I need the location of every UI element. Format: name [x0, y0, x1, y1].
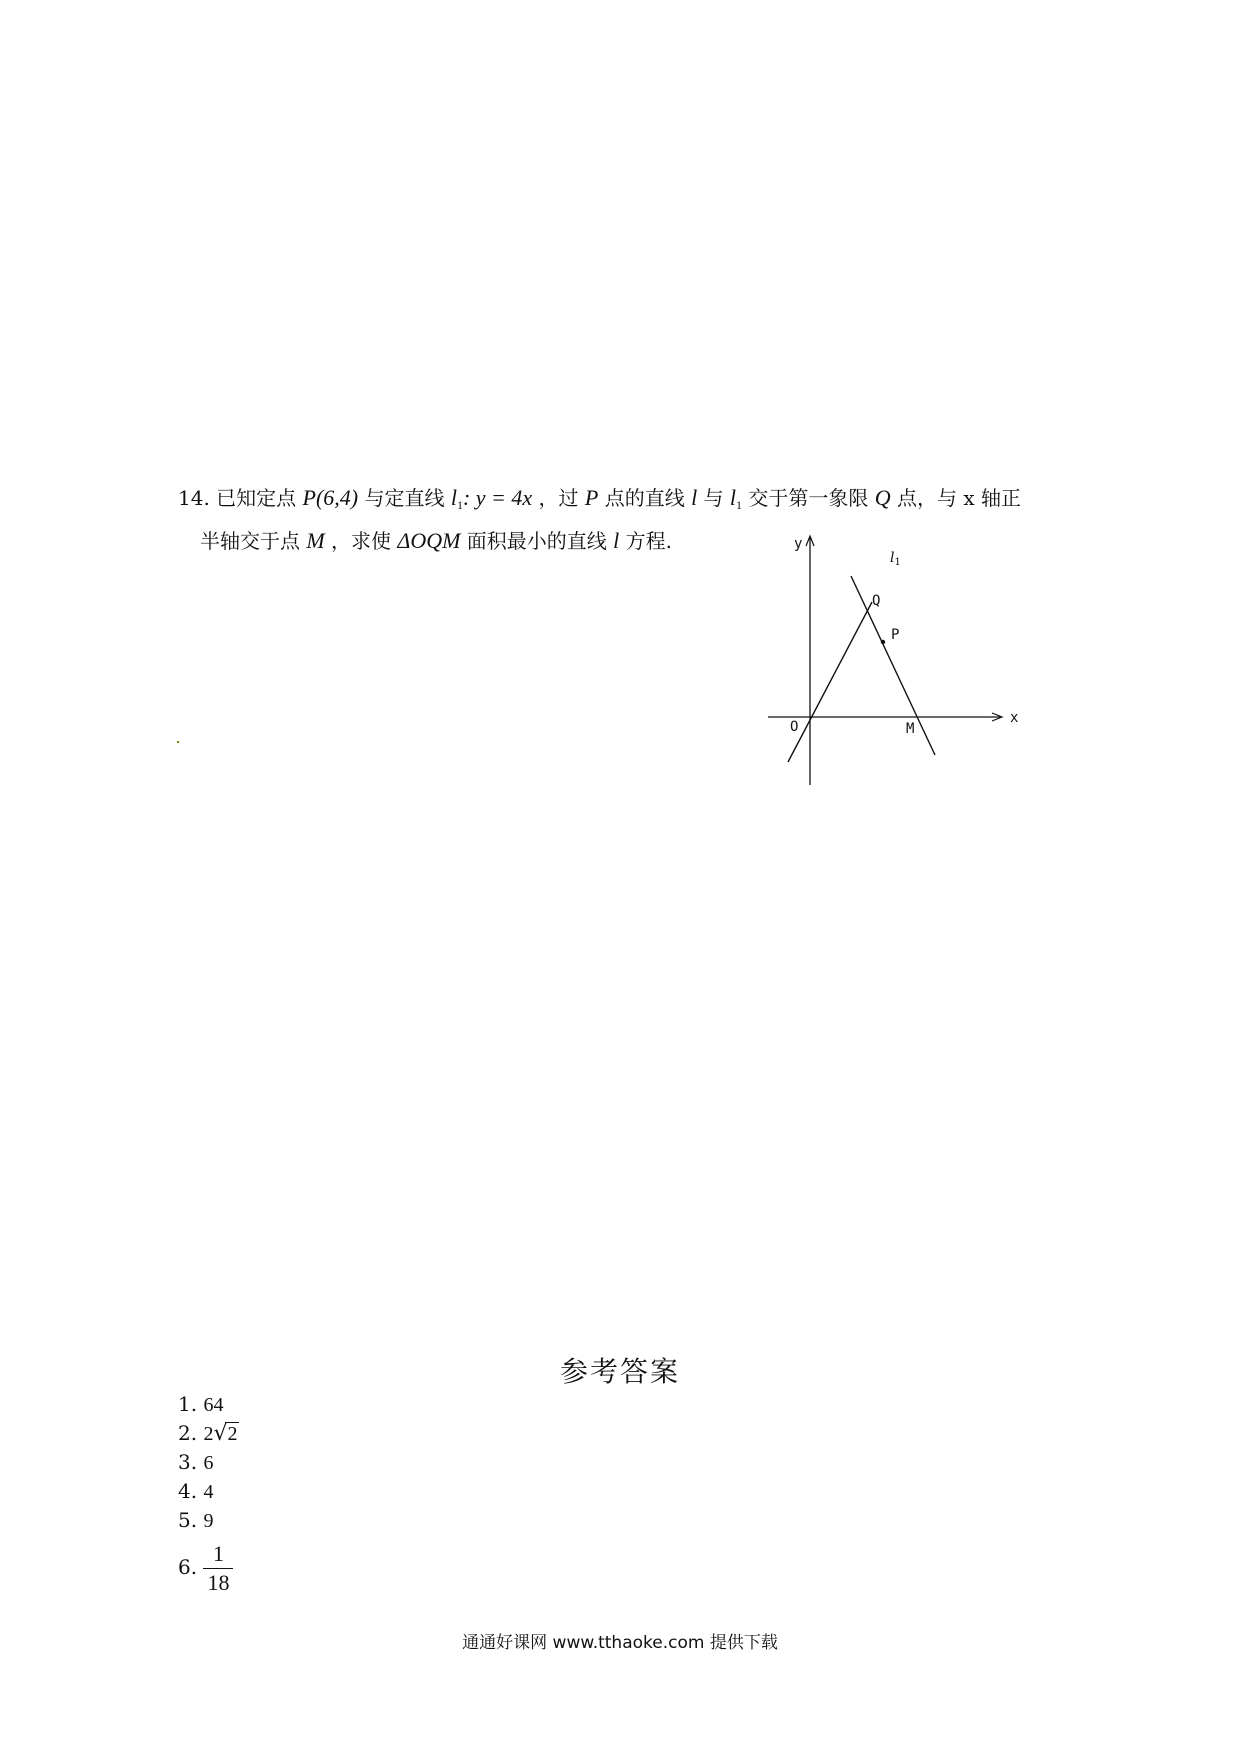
triangle-oqm: ΔOQM [397, 528, 461, 553]
answer-item-4 [178, 1477, 239, 1506]
problem-text: 半轴交于点 [200, 529, 300, 553]
problem-text: 方程. [625, 529, 672, 553]
label-l1-sub: 1 [894, 557, 901, 568]
answer-label: 5. [178, 1508, 198, 1532]
problem-number: 14. [178, 486, 210, 510]
answer-label: 1. [178, 1392, 198, 1416]
label-m: M [906, 721, 915, 737]
answer-title: 参考答案 [559, 1355, 680, 1388]
label-o: O [790, 719, 799, 735]
point-q: Q [874, 485, 891, 510]
problem-text: 与定直线 [364, 486, 445, 510]
subscript: 1 [456, 498, 463, 512]
label-y: y [794, 536, 803, 552]
answer-label: 6. [178, 1555, 198, 1579]
problem-text: 已知定点 [216, 486, 297, 510]
line-l-symbol: l [729, 485, 737, 510]
line-l: l [691, 485, 698, 510]
fraction-numerator: 1 [212, 1541, 224, 1566]
problem-text: ，过 [538, 486, 579, 510]
problem-text: 与 [703, 486, 724, 510]
footer-credit: 通通好课网 www.tthaoke.com 提供下载 [462, 1633, 778, 1653]
label-p: P [891, 627, 900, 643]
answer-list [178, 1390, 239, 1599]
problem-text: 交于第一象限 [748, 486, 869, 510]
label-x: x [1010, 710, 1019, 726]
answer-radicand: 2 [227, 1423, 238, 1445]
answer-value: 4 [203, 1481, 214, 1503]
answer-item-5 [178, 1506, 239, 1535]
problem-text: 面积最小的直线 [466, 529, 607, 553]
answer-item-2 [178, 1419, 239, 1448]
point-p: P(6,4) [302, 485, 359, 510]
problem-text: 点，与 x 轴正 [897, 486, 1021, 510]
label-l1 [890, 550, 901, 568]
problem-text: ，求使 [331, 529, 392, 553]
point-m: M [306, 528, 325, 553]
stray-mark [177, 741, 179, 743]
answer-value: 9 [203, 1510, 214, 1532]
line-l-symbol: l [450, 485, 457, 510]
problem-line-1 [178, 480, 1078, 523]
subscript: 1 [736, 498, 743, 512]
answer-item-3 [178, 1448, 239, 1477]
label-l1-letter: l [890, 550, 895, 566]
point-p-marker [881, 640, 885, 644]
label-q: Q [872, 593, 881, 609]
line-l [851, 576, 935, 755]
answer-value: 64 [203, 1394, 224, 1416]
fraction-denominator: 18 [203, 1568, 233, 1597]
radical-sign: √ [213, 1421, 228, 1446]
answer-item-6 [178, 1535, 239, 1599]
answer-fraction [203, 1540, 233, 1597]
figure-svg [750, 530, 1030, 790]
line-equation: : y = 4x [462, 485, 533, 510]
point-p-symbol: P [584, 485, 599, 510]
line-l: l [613, 528, 620, 553]
answer-coefficient: 2 [203, 1423, 214, 1445]
answer-label: 3. [178, 1450, 198, 1474]
answer-item-1 [178, 1390, 239, 1419]
problem-text: 点的直线 [604, 486, 685, 510]
line-l1 [788, 602, 872, 762]
answer-label: 4. [178, 1479, 198, 1503]
coordinate-figure [750, 530, 1030, 790]
answer-value: 6 [203, 1452, 214, 1474]
answer-label: 2. [178, 1421, 198, 1445]
